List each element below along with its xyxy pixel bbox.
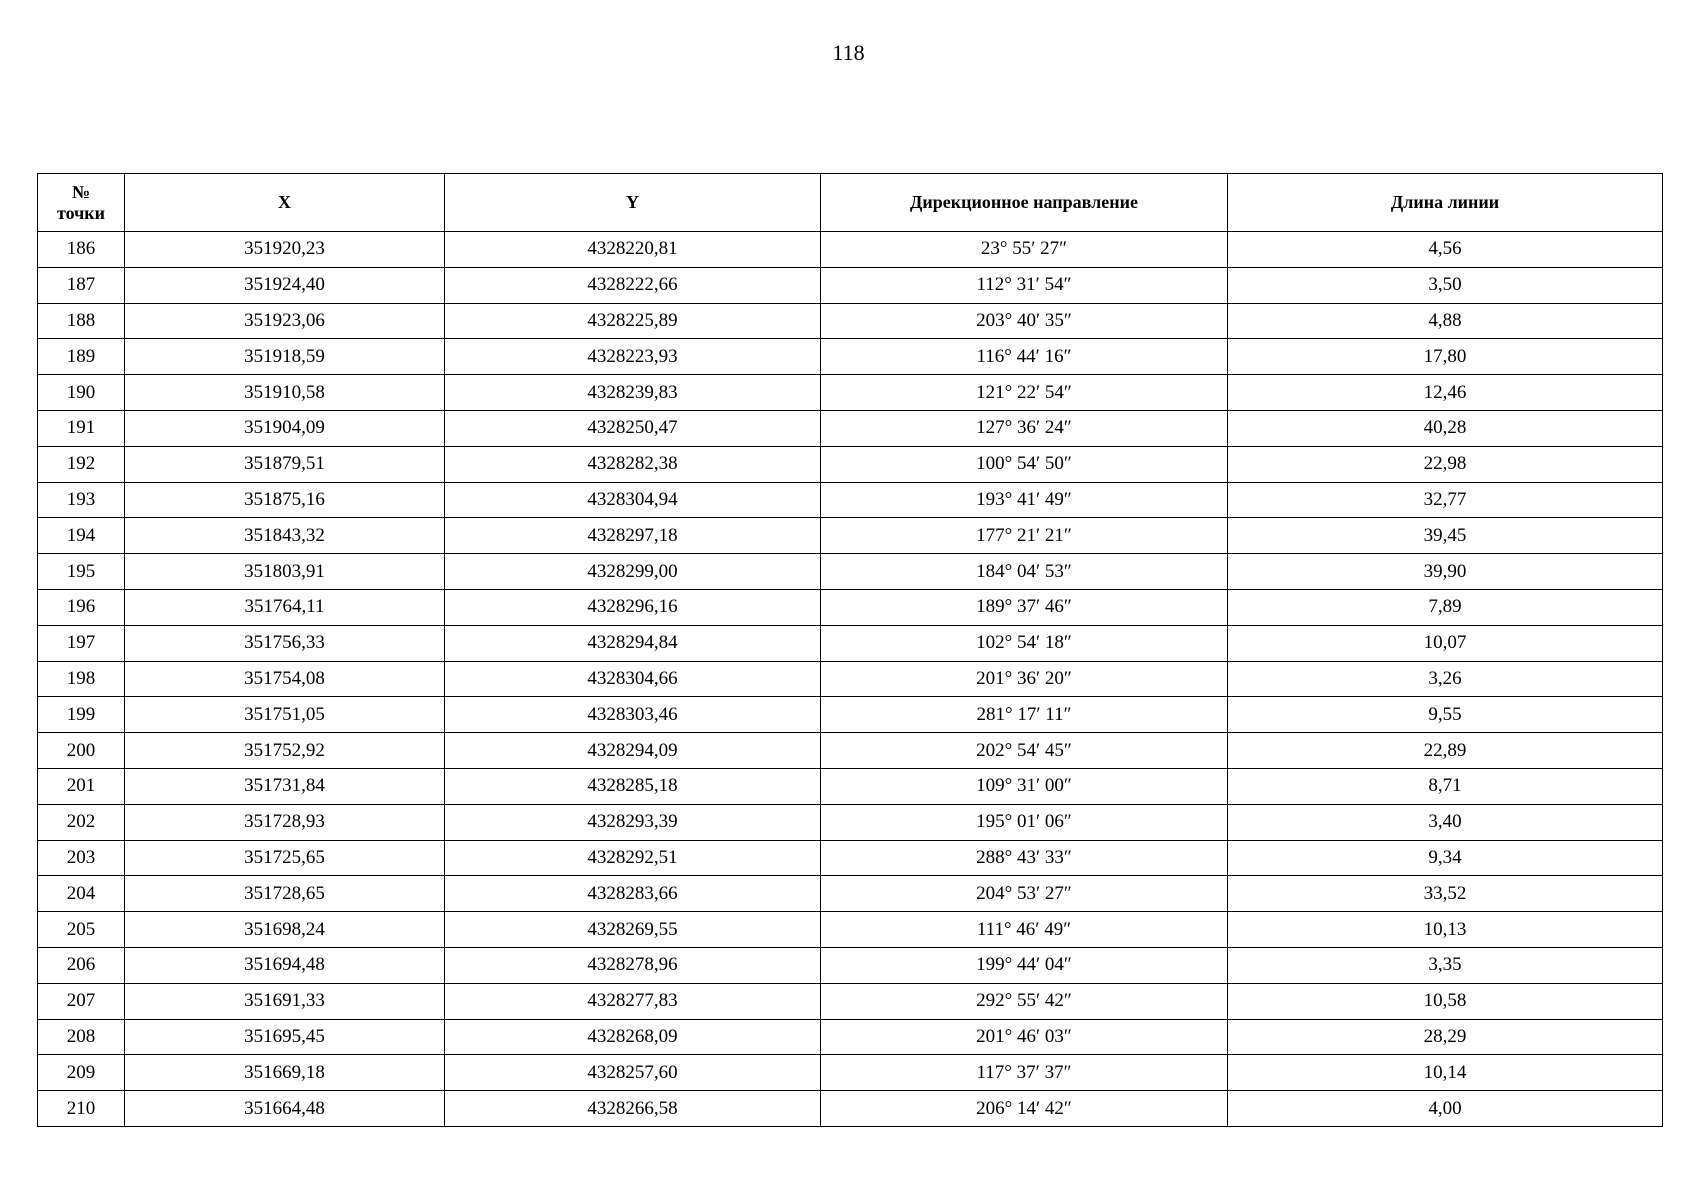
cell-y: 4328296,16 [445,589,821,625]
cell-direction: 23° 55′ 27″ [821,232,1228,268]
cell-direction: 201° 36′ 20″ [821,661,1228,697]
cell-y: 4328277,83 [445,983,821,1019]
cell-length: 4,56 [1228,232,1663,268]
cell-length: 4,88 [1228,303,1663,339]
cell-x: 351725,65 [125,840,445,876]
cell-length: 7,89 [1228,589,1663,625]
coordinates-table [37,173,1663,1127]
table-row [38,410,1663,446]
cell-point-number: 188 [38,303,125,339]
cell-point-number: 193 [38,482,125,518]
cell-direction: 184° 04′ 53″ [821,554,1228,590]
header-direction: Дирекционное направление [821,174,1228,232]
cell-direction: 292° 55′ 42″ [821,983,1228,1019]
table-row [38,339,1663,375]
table-row [38,446,1663,482]
cell-direction: 202° 54′ 45″ [821,733,1228,769]
table-row [38,912,1663,948]
cell-length: 12,46 [1228,375,1663,411]
cell-direction: 102° 54′ 18″ [821,625,1228,661]
table-row [38,947,1663,983]
cell-direction: 109° 31′ 00″ [821,768,1228,804]
cell-point-number: 197 [38,625,125,661]
cell-y: 4328269,55 [445,912,821,948]
cell-length: 28,29 [1228,1019,1663,1055]
cell-y: 4328299,00 [445,554,821,590]
cell-length: 3,35 [1228,947,1663,983]
cell-point-number: 208 [38,1019,125,1055]
cell-x: 351695,45 [125,1019,445,1055]
cell-point-number: 195 [38,554,125,590]
cell-direction: 117° 37′ 37″ [821,1055,1228,1091]
cell-direction: 281° 17′ 11″ [821,697,1228,733]
cell-point-number: 210 [38,1091,125,1127]
table-row [38,1091,1663,1127]
cell-y: 4328304,94 [445,482,821,518]
cell-length: 10,14 [1228,1055,1663,1091]
cell-length: 3,50 [1228,267,1663,303]
cell-x: 351910,58 [125,375,445,411]
header-point-number [38,174,125,232]
header-length: Длина линии [1228,174,1663,232]
cell-point-number: 191 [38,410,125,446]
cell-x: 351803,91 [125,554,445,590]
cell-direction: 199° 44′ 04″ [821,947,1228,983]
cell-x: 351875,16 [125,482,445,518]
cell-y: 4328304,66 [445,661,821,697]
cell-y: 4328285,18 [445,768,821,804]
table-row [38,876,1663,912]
cell-x: 351728,93 [125,804,445,840]
table-row [38,983,1663,1019]
cell-y: 4328222,66 [445,267,821,303]
cell-length: 22,98 [1228,446,1663,482]
cell-length: 40,28 [1228,410,1663,446]
table-row [38,482,1663,518]
cell-y: 4328293,39 [445,804,821,840]
cell-direction: 195° 01′ 06″ [821,804,1228,840]
cell-y: 4328303,46 [445,697,821,733]
cell-point-number: 199 [38,697,125,733]
cell-point-number: 186 [38,232,125,268]
cell-direction: 204° 53′ 27″ [821,876,1228,912]
cell-x: 351924,40 [125,267,445,303]
cell-direction: 189° 37′ 46″ [821,589,1228,625]
table-row [38,267,1663,303]
cell-direction: 111° 46′ 49″ [821,912,1228,948]
cell-length: 10,58 [1228,983,1663,1019]
cell-y: 4328239,83 [445,375,821,411]
table-row [38,589,1663,625]
table-row [38,697,1663,733]
cell-x: 351920,23 [125,232,445,268]
header-y: Y [445,174,821,232]
cell-y: 4328282,38 [445,446,821,482]
cell-x: 351764,11 [125,589,445,625]
table-body [38,232,1663,1127]
cell-direction: 193° 41′ 49″ [821,482,1228,518]
cell-x: 351756,33 [125,625,445,661]
table-row [38,1055,1663,1091]
cell-point-number: 204 [38,876,125,912]
cell-length: 32,77 [1228,482,1663,518]
cell-y: 4328292,51 [445,840,821,876]
cell-direction: 203° 40′ 35″ [821,303,1228,339]
header-point-number-line2: точки [56,202,106,223]
cell-direction: 206° 14′ 42″ [821,1091,1228,1127]
cell-length: 33,52 [1228,876,1663,912]
cell-x: 351843,32 [125,518,445,554]
cell-length: 10,07 [1228,625,1663,661]
table-row [38,768,1663,804]
table-header-row [38,174,1663,232]
cell-direction: 127° 36′ 24″ [821,410,1228,446]
cell-point-number: 187 [38,267,125,303]
cell-y: 4328223,93 [445,339,821,375]
cell-length: 10,13 [1228,912,1663,948]
cell-direction: 121° 22′ 54″ [821,375,1228,411]
cell-length: 8,71 [1228,768,1663,804]
cell-y: 4328294,09 [445,733,821,769]
cell-x: 351669,18 [125,1055,445,1091]
cell-length: 9,34 [1228,840,1663,876]
table-row [38,518,1663,554]
cell-length: 3,26 [1228,661,1663,697]
table-row [38,733,1663,769]
cell-x: 351694,48 [125,947,445,983]
cell-point-number: 201 [38,768,125,804]
cell-point-number: 192 [38,446,125,482]
cell-point-number: 203 [38,840,125,876]
table-row [38,375,1663,411]
table-row [38,554,1663,590]
table-row [38,661,1663,697]
cell-x: 351728,65 [125,876,445,912]
cell-x: 351698,24 [125,912,445,948]
cell-y: 4328257,60 [445,1055,821,1091]
cell-point-number: 200 [38,733,125,769]
table-row [38,232,1663,268]
cell-y: 4328220,81 [445,232,821,268]
cell-x: 351918,59 [125,339,445,375]
cell-direction: 116° 44′ 16″ [821,339,1228,375]
cell-direction: 288° 43′ 33″ [821,840,1228,876]
cell-y: 4328278,96 [445,947,821,983]
cell-x: 351691,33 [125,983,445,1019]
table-row [38,840,1663,876]
cell-y: 4328266,58 [445,1091,821,1127]
page-number: 118 [832,40,865,65]
cell-length: 17,80 [1228,339,1663,375]
cell-x: 351923,06 [125,303,445,339]
cell-direction: 112° 31′ 54″ [821,267,1228,303]
cell-x: 351754,08 [125,661,445,697]
cell-length: 39,45 [1228,518,1663,554]
cell-direction: 177° 21′ 21″ [821,518,1228,554]
cell-length: 22,89 [1228,733,1663,769]
cell-point-number: 206 [38,947,125,983]
cell-point-number: 196 [38,589,125,625]
cell-point-number: 205 [38,912,125,948]
cell-point-number: 189 [38,339,125,375]
cell-length: 4,00 [1228,1091,1663,1127]
cell-y: 4328297,18 [445,518,821,554]
cell-y: 4328294,84 [445,625,821,661]
table-row [38,303,1663,339]
header-x: X [125,174,445,232]
cell-y: 4328268,09 [445,1019,821,1055]
cell-x: 351664,48 [125,1091,445,1127]
cell-direction: 201° 46′ 03″ [821,1019,1228,1055]
cell-y: 4328225,89 [445,303,821,339]
header-point-number-line1: № [71,181,91,202]
cell-x: 351731,84 [125,768,445,804]
table-row [38,625,1663,661]
cell-point-number: 209 [38,1055,125,1091]
cell-length: 9,55 [1228,697,1663,733]
cell-x: 351751,05 [125,697,445,733]
cell-length: 3,40 [1228,804,1663,840]
cell-x: 351879,51 [125,446,445,482]
cell-point-number: 194 [38,518,125,554]
cell-length: 39,90 [1228,554,1663,590]
cell-y: 4328250,47 [445,410,821,446]
cell-y: 4328283,66 [445,876,821,912]
table-row [38,804,1663,840]
table-row [38,1019,1663,1055]
cell-x: 351752,92 [125,733,445,769]
cell-point-number: 202 [38,804,125,840]
cell-point-number: 198 [38,661,125,697]
cell-point-number: 207 [38,983,125,1019]
cell-direction: 100° 54′ 50″ [821,446,1228,482]
cell-x: 351904,09 [125,410,445,446]
cell-point-number: 190 [38,375,125,411]
